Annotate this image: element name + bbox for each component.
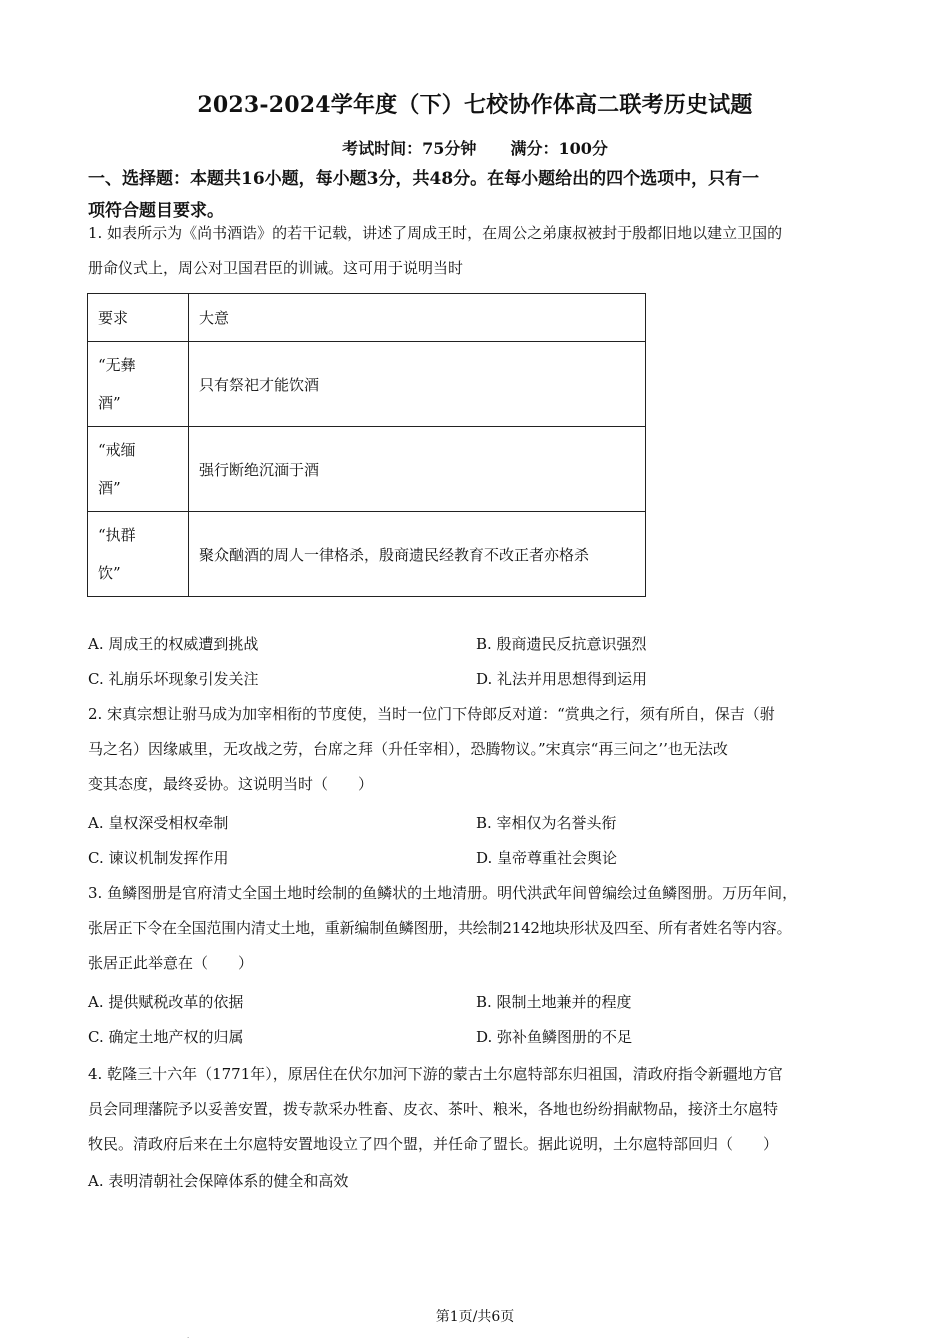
question-1-table [87,293,646,597]
question-2-option-b[interactable]: B. 宰相仅为名誉头衔 [476,814,617,832]
question-1-line2: 册命仪式上，周公对卫国君臣的训诫。这可用于说明当时 [88,259,464,277]
table-header-meaning: 大意 [189,294,646,342]
question-1-option-c[interactable]: C. 礼崩乐坏现象引发关注 [88,670,259,688]
question-1-option-b[interactable]: B. 殷商遗民反抗意识强烈 [476,635,647,653]
table-cell-requirement [88,427,189,512]
question-3-stem [88,876,874,981]
question-2-stem [88,697,874,802]
footer-mark: . [187,1332,190,1340]
table-cell-meaning: 聚众酗酒的周人一律格杀，殷商遗民经教育不改正者亦格杀 [189,512,646,597]
question-2-option-a[interactable]: A. 皇权深受相权牵制 [88,814,229,832]
table-cell-meaning: 只有祭祀才能饮酒 [189,342,646,427]
question-2-option-d[interactable]: D. 皇帝尊重社会舆论 [476,849,618,867]
requirement-line: “无彝 [98,356,136,374]
question-2-line1: 2. 宋真宗想让驸马成为加宰相衔的节度使，当时一位门下侍郎反对道：“赏典之行，须有所自，保吉（驸 [88,705,775,723]
question-3-option-d[interactable]: D. 弥补鱼鳞图册的不足 [476,1028,633,1046]
full-score: 满分：100分 [510,139,608,158]
question-3-option-c[interactable]: C. 确定土地产权的归属 [88,1028,244,1046]
table-cell-requirement [88,342,189,427]
question-3-line1: 3. 鱼鳞图册是官府清丈全国土地时绘制的鱼鳞状的土地清册。明代洪武年间曾编绘过鱼鳞图册。万历年间， [88,884,798,902]
table-row [88,427,646,512]
requirement-line: “执群 [98,526,136,544]
exam-time: 考试时间：75分钟 [342,139,477,158]
question-1-option-d[interactable]: D. 礼法并用思想得到运用 [476,670,648,688]
exam-info [0,136,950,159]
question-3-option-a[interactable]: A. 提供赋税改革的依据 [88,993,244,1011]
question-4-stem [88,1057,874,1162]
question-3-option-b[interactable]: B. 限制土地兼并的程度 [476,993,632,1011]
question-1-stem [88,216,874,286]
table-cell-requirement [88,512,189,597]
question-4-line2: 员会同理藩院予以妥善安置，拨专款采办牲畜、皮衣、茶叶、粮米，各地也纷纷捐献物品，接济土尔扈特 [88,1100,779,1118]
requirement-line: “戒缅 [98,441,136,459]
table-header-row [88,294,646,342]
question-4-line1: 4. 乾隆三十六年（1771年），原居住在伏尔加河下游的蒙古土尔扈特部东归祖国，清政府指令新疆地方官 [88,1065,783,1083]
section-heading-line2: 项符合题目要求。 [88,201,224,221]
table-row [88,342,646,427]
question-4-option-a[interactable]: A. 表明清朝社会保障体系的健全和高效 [88,1172,349,1190]
question-3-line2: 张居正下令在全国范围内清丈土地，重新编制鱼鳞图册，共绘制2142地块形状及四至、所有者姓名等内容。 [88,919,792,937]
question-3-line3: 张居正此举意在（ ） [88,954,254,972]
table-row [88,512,646,597]
requirement-line: 酒” [98,479,121,497]
question-1-line1: 1. 如表所示为《尚书酒诰》的若干记载，讲述了周成王时，在周公之弟康叔被封于殷都旧地以建立卫国的 [88,224,783,242]
question-1-option-a[interactable]: A. 周成王的权威遭到挑战 [88,635,259,653]
table-cell-meaning: 强行断绝沉湎于酒 [189,427,646,512]
section-heading-line1: 一、选择题：本题共16小题，每小题3分，共48分。在每小题给出的四个选项中，只有一 [88,169,760,189]
question-4-line3: 牧民。清政府后来在土尔扈特安置地设立了四个盟，并任命了盟长。据此说明，土尔扈特部回归（ ） [88,1135,779,1153]
exam-title: 2023-2024学年度（下）七校协作体高二联考历史试题 [197,92,753,118]
question-2-line3: 变其态度，最终妥协。这说明当时（ ） [88,775,374,793]
requirement-line: 酒” [98,394,121,412]
requirement-line: 饮” [98,564,121,582]
page-number: 第1页/共6页 [435,1309,515,1325]
question-2-option-c[interactable]: C. 谏议机制发挥作用 [88,849,229,867]
table-header-requirement: 要求 [88,294,189,342]
question-2-line2: 马之名）因缘戚里，无攻战之劳，台席之拜（升任宰相），恐腾物议。”宋真宗“再三问之’’也无法改 [88,740,728,758]
